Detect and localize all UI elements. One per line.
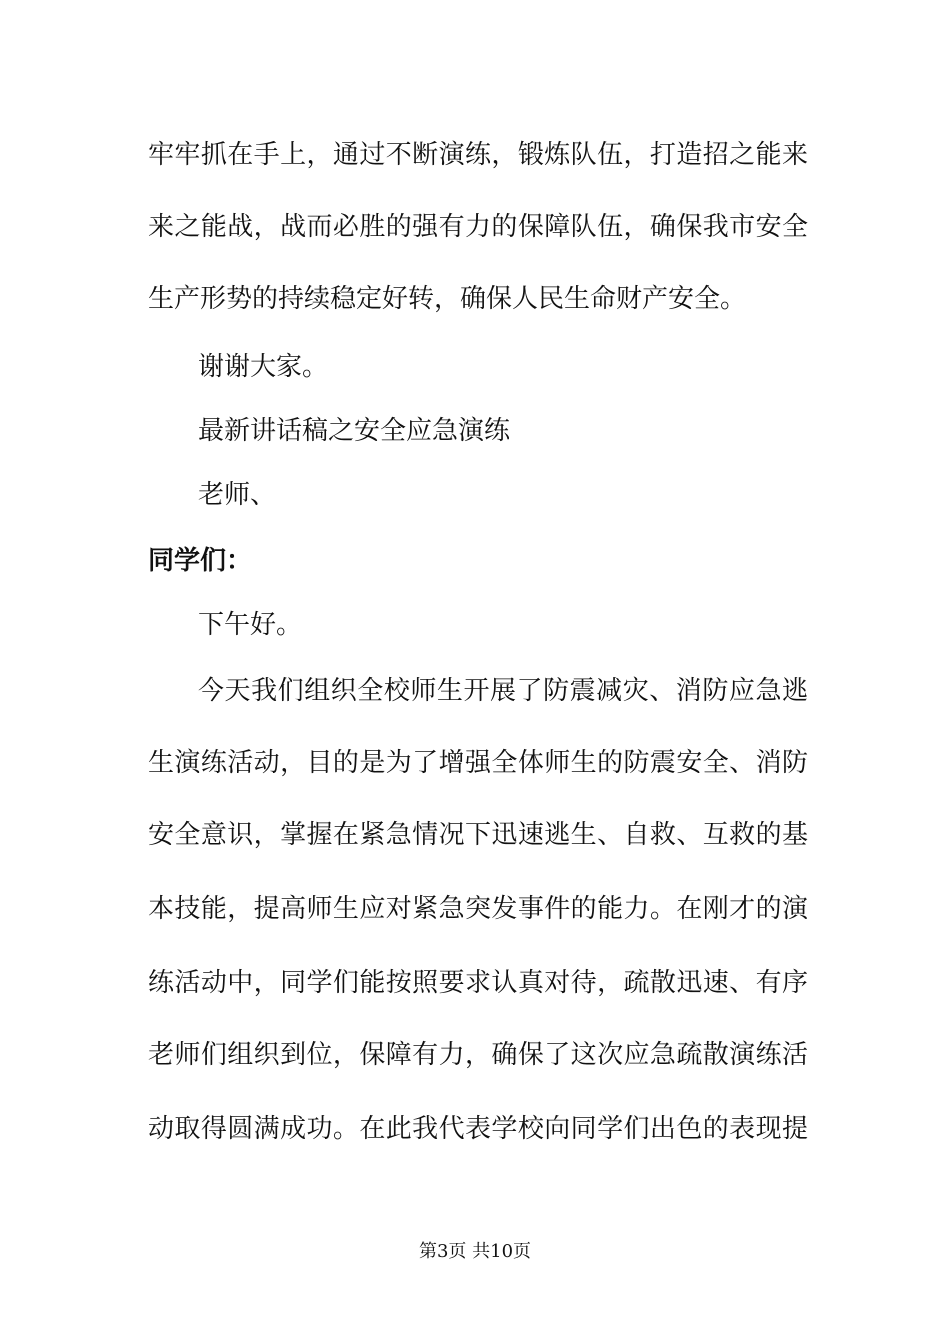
paragraph-line: 老师们组织到位，保障有力，确保了这次应急疏散演练活 [148,1040,808,1070]
page-footer: 第3页 共10页 [418,1241,532,1262]
paragraph-line: 练活动中，同学们能按照要求认真对待，疏散迅速、有序 [148,968,808,998]
paragraph-line: 生演练活动，目的是为了增强全体师生的防震安全、消防 [148,748,808,778]
paragraph-line: 生产形势的持续稳定好转，确保人民生命财产安全。 [148,284,747,314]
paragraph-line: 牢牢抓在手上，通过不断演练，锻炼队伍，打造招之能来 [148,140,808,170]
paragraph-line: 来之能战，战而必胜的强有力的保障队伍，确保我市安全 [148,212,808,242]
paragraph-line: 动取得圆满成功。在此我代表学校向同学们出色的表现提 [148,1114,808,1144]
salutation-heading: 同学们： [148,546,253,576]
paragraph-line: 安全意识，掌握在紧急情况下迅速逃生、自救、互救的基 [148,820,808,850]
paragraph-line: 下午好。 [198,610,303,640]
paragraph-line: 今天我们组织全校师生开展了防震减灾、消防应急逃 [198,676,808,706]
paragraph-line: 老师、 [198,480,277,510]
paragraph-line: 谢谢大家。 [198,352,329,382]
paragraph-line: 本技能，提高师生应对紧急突发事件的能力。在刚才的演 [148,894,808,924]
paragraph-line: 最新讲话稿之安全应急演练 [198,416,511,446]
